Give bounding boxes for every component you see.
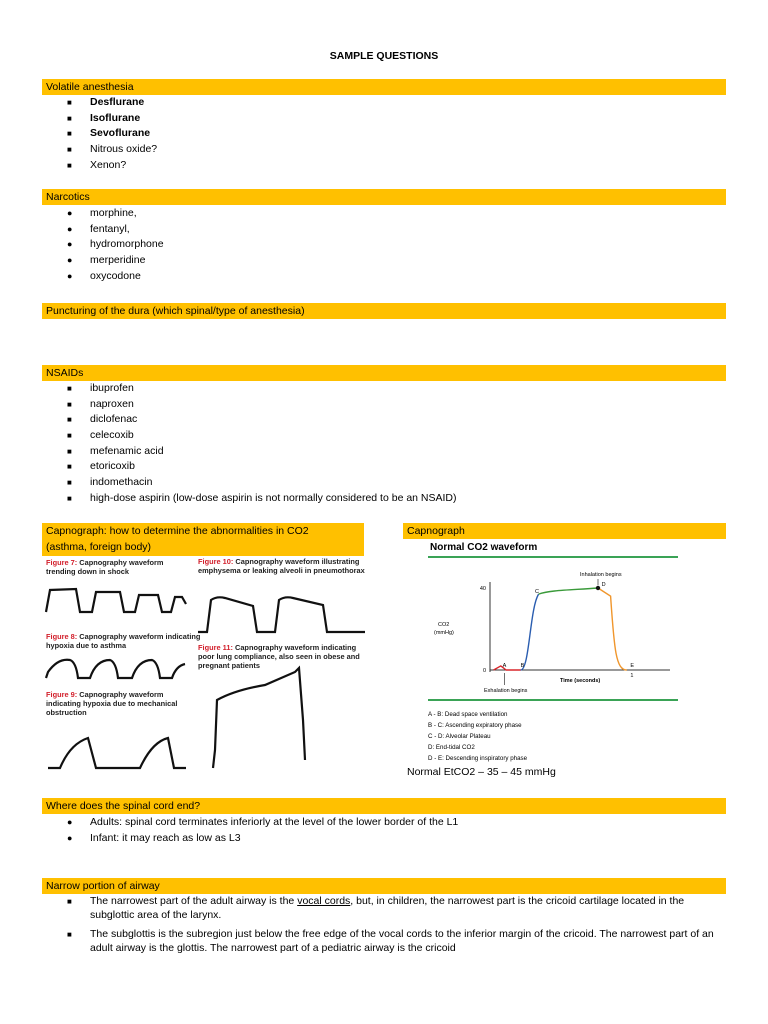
list-item: ■ naproxen <box>42 397 457 413</box>
annotation-exhalation: Exhalation begins <box>484 688 528 694</box>
list-item: ■ mefenamic acid <box>42 444 457 460</box>
list-item: ■ Nitrous oxide? <box>42 142 157 158</box>
list-volatile <box>42 95 157 173</box>
figure-caption-10: Figure 10: Capnography waveform illustrating emphysema or leaking alveoli in pneumothorax <box>198 557 365 575</box>
legend-entry: D - E: Descending inspiratory phase <box>428 755 528 762</box>
square-bullet-icon: ■ <box>67 415 72 425</box>
section-header-nsaids: NSAIDs <box>42 365 726 381</box>
list-item: ■ etoricoxib <box>42 459 457 475</box>
point-label: B <box>520 663 525 669</box>
round-bullet-icon: ● <box>67 255 73 266</box>
section-header-airway: Narrow portion of airway <box>42 878 726 894</box>
waveform-figure-7 <box>40 580 190 620</box>
legend-entry: B - C: Ascending expiratory phase <box>428 722 522 729</box>
section-header-capnograph: Capnograph <box>403 523 726 539</box>
chart-title: Normal CO2 waveform <box>430 542 538 553</box>
list-item: ● fentanyl, <box>42 222 164 238</box>
square-bullet-icon: ■ <box>67 384 72 393</box>
list-item: ● merperidine <box>42 253 164 269</box>
round-bullet-icon: ● <box>67 832 73 843</box>
point-label: C <box>535 589 539 596</box>
y-tick-label: 0 <box>482 668 486 674</box>
square-bullet-icon: ■ <box>67 431 72 441</box>
round-bullet-icon: ● <box>67 239 73 250</box>
square-bullet-icon: ■ <box>67 160 72 170</box>
segment-d-e <box>598 588 627 670</box>
list-item: ■ Desflurane <box>42 95 157 111</box>
point-label: A <box>502 663 507 669</box>
square-bullet-icon: ■ <box>67 478 72 488</box>
square-bullet-icon: ■ <box>67 493 72 503</box>
square-bullet-icon: ■ <box>67 930 72 939</box>
square-bullet-icon: ■ <box>67 446 72 456</box>
section-header-narcotics: Narcotics <box>42 189 726 205</box>
legend-entry: C - D: Alveolar Plateau <box>428 733 491 740</box>
point-label: D <box>601 582 606 588</box>
end-tidal-point <box>596 586 600 590</box>
airway-paragraph-1: The narrowest part of the adult airway is the vocal cords, but, in children, the narrowest part is the cricoid cartilage located in the subglottic area of the larynx. <box>90 895 685 921</box>
point-label: E <box>630 663 635 669</box>
legend-entry: A - B: Dead space ventilation <box>428 711 508 718</box>
list-item: ■ diclofenac <box>42 412 457 428</box>
list-item: ■ indomethacin <box>42 475 457 491</box>
header-line: Capnograph: how to determine the abnormalities in CO2 <box>46 525 309 537</box>
list-item: ● oxycodone <box>42 269 164 285</box>
round-bullet-icon: ● <box>67 270 73 281</box>
square-bullet-icon: ■ <box>67 399 72 409</box>
y-axis-unit: (mmHg) <box>434 630 454 636</box>
waveform-figure-8 <box>40 652 190 682</box>
list-narcotics <box>42 206 164 284</box>
square-bullet-icon: ■ <box>67 129 72 139</box>
normal-etco2-note: Normal EtCO2 – 35 – 45 mmHg <box>407 766 556 778</box>
point-label: 1 <box>630 673 634 679</box>
airway-paragraph-2: The subglottis is the subregion just below the free edge of the vocal cords to the inferior margin of the cricoid. The narrowest part of an adult airway is the glottis. The narrowest part of a pediatric airway is the cricoid <box>90 928 714 954</box>
figure-caption-8: Figure 8: Capnography waveform indicating hypoxia due to asthma <box>46 632 201 650</box>
y-tick-label: 40 <box>479 586 486 592</box>
list-item: ● Infant: it may reach as low as L3 <box>42 831 458 847</box>
list-spinal-cord <box>42 815 458 846</box>
section-header-volatile: Volatile anesthesia <box>42 79 726 95</box>
segment-c-d <box>539 588 598 594</box>
square-bullet-icon: ■ <box>67 462 72 472</box>
round-bullet-icon: ● <box>67 817 73 827</box>
list-item: ■ high-dose aspirin (low-dose aspirin is not normally considered to be an NSAID) <box>42 491 457 507</box>
list-item: ● morphine, <box>42 206 164 222</box>
page-title: SAMPLE QUESTIONS <box>329 50 439 62</box>
square-bullet-icon: ■ <box>67 113 72 123</box>
section-header-capnograph-abnormalities <box>42 523 364 556</box>
list-item: ■ Isoflurane <box>42 111 157 127</box>
legend-entry: D: End-tidal CO2 <box>428 744 475 751</box>
list-item: ■ Sevoflurane <box>42 126 157 142</box>
list-item: ● hydromorphone <box>42 237 164 253</box>
square-bullet-icon: ■ <box>67 98 72 107</box>
normal-co2-chart <box>420 552 690 764</box>
figure-caption-11: Figure 11: Capnography waveform indicating poor lung compliance, also seen in obese and pregnant patients <box>198 643 360 670</box>
square-bullet-icon: ■ <box>67 145 72 155</box>
segment-b-c <box>521 594 539 670</box>
waveform-figure-10 <box>195 590 370 636</box>
figure-caption-9: Figure 9: Capnography waveform indicating hypoxia due to mechanical obstruction <box>46 690 178 717</box>
square-bullet-icon: ■ <box>67 897 72 906</box>
segment-a-b <box>494 666 521 670</box>
y-axis-label: CO2 <box>438 622 450 628</box>
list-item: ● Adults: spinal cord terminates inferiorly at the level of the lower border of the L1 <box>42 815 458 831</box>
list-item: ■ ibuprofen <box>42 381 457 397</box>
annotation-inhalation: Inhalation begins <box>580 572 622 578</box>
list-nsaids <box>42 381 457 507</box>
section-header-dura: Puncturing of the dura (which spinal/type of anesthesia) <box>42 303 726 319</box>
list-item: ■ celecoxib <box>42 428 457 444</box>
x-axis-label: Time (seconds) <box>560 678 601 684</box>
waveform-figure-11 <box>195 660 370 770</box>
round-bullet-icon: ● <box>67 223 73 234</box>
waveform-figure-9 <box>40 728 190 774</box>
section-header-spinal-cord: Where does the spinal cord end? <box>42 798 726 814</box>
header-line: (asthma, foreign body) <box>46 541 152 553</box>
round-bullet-icon: ● <box>67 208 73 218</box>
list-item: ■ Xenon? <box>42 158 157 174</box>
figure-caption-7: Figure 7: Capnography waveform trending down in shock <box>46 558 164 576</box>
